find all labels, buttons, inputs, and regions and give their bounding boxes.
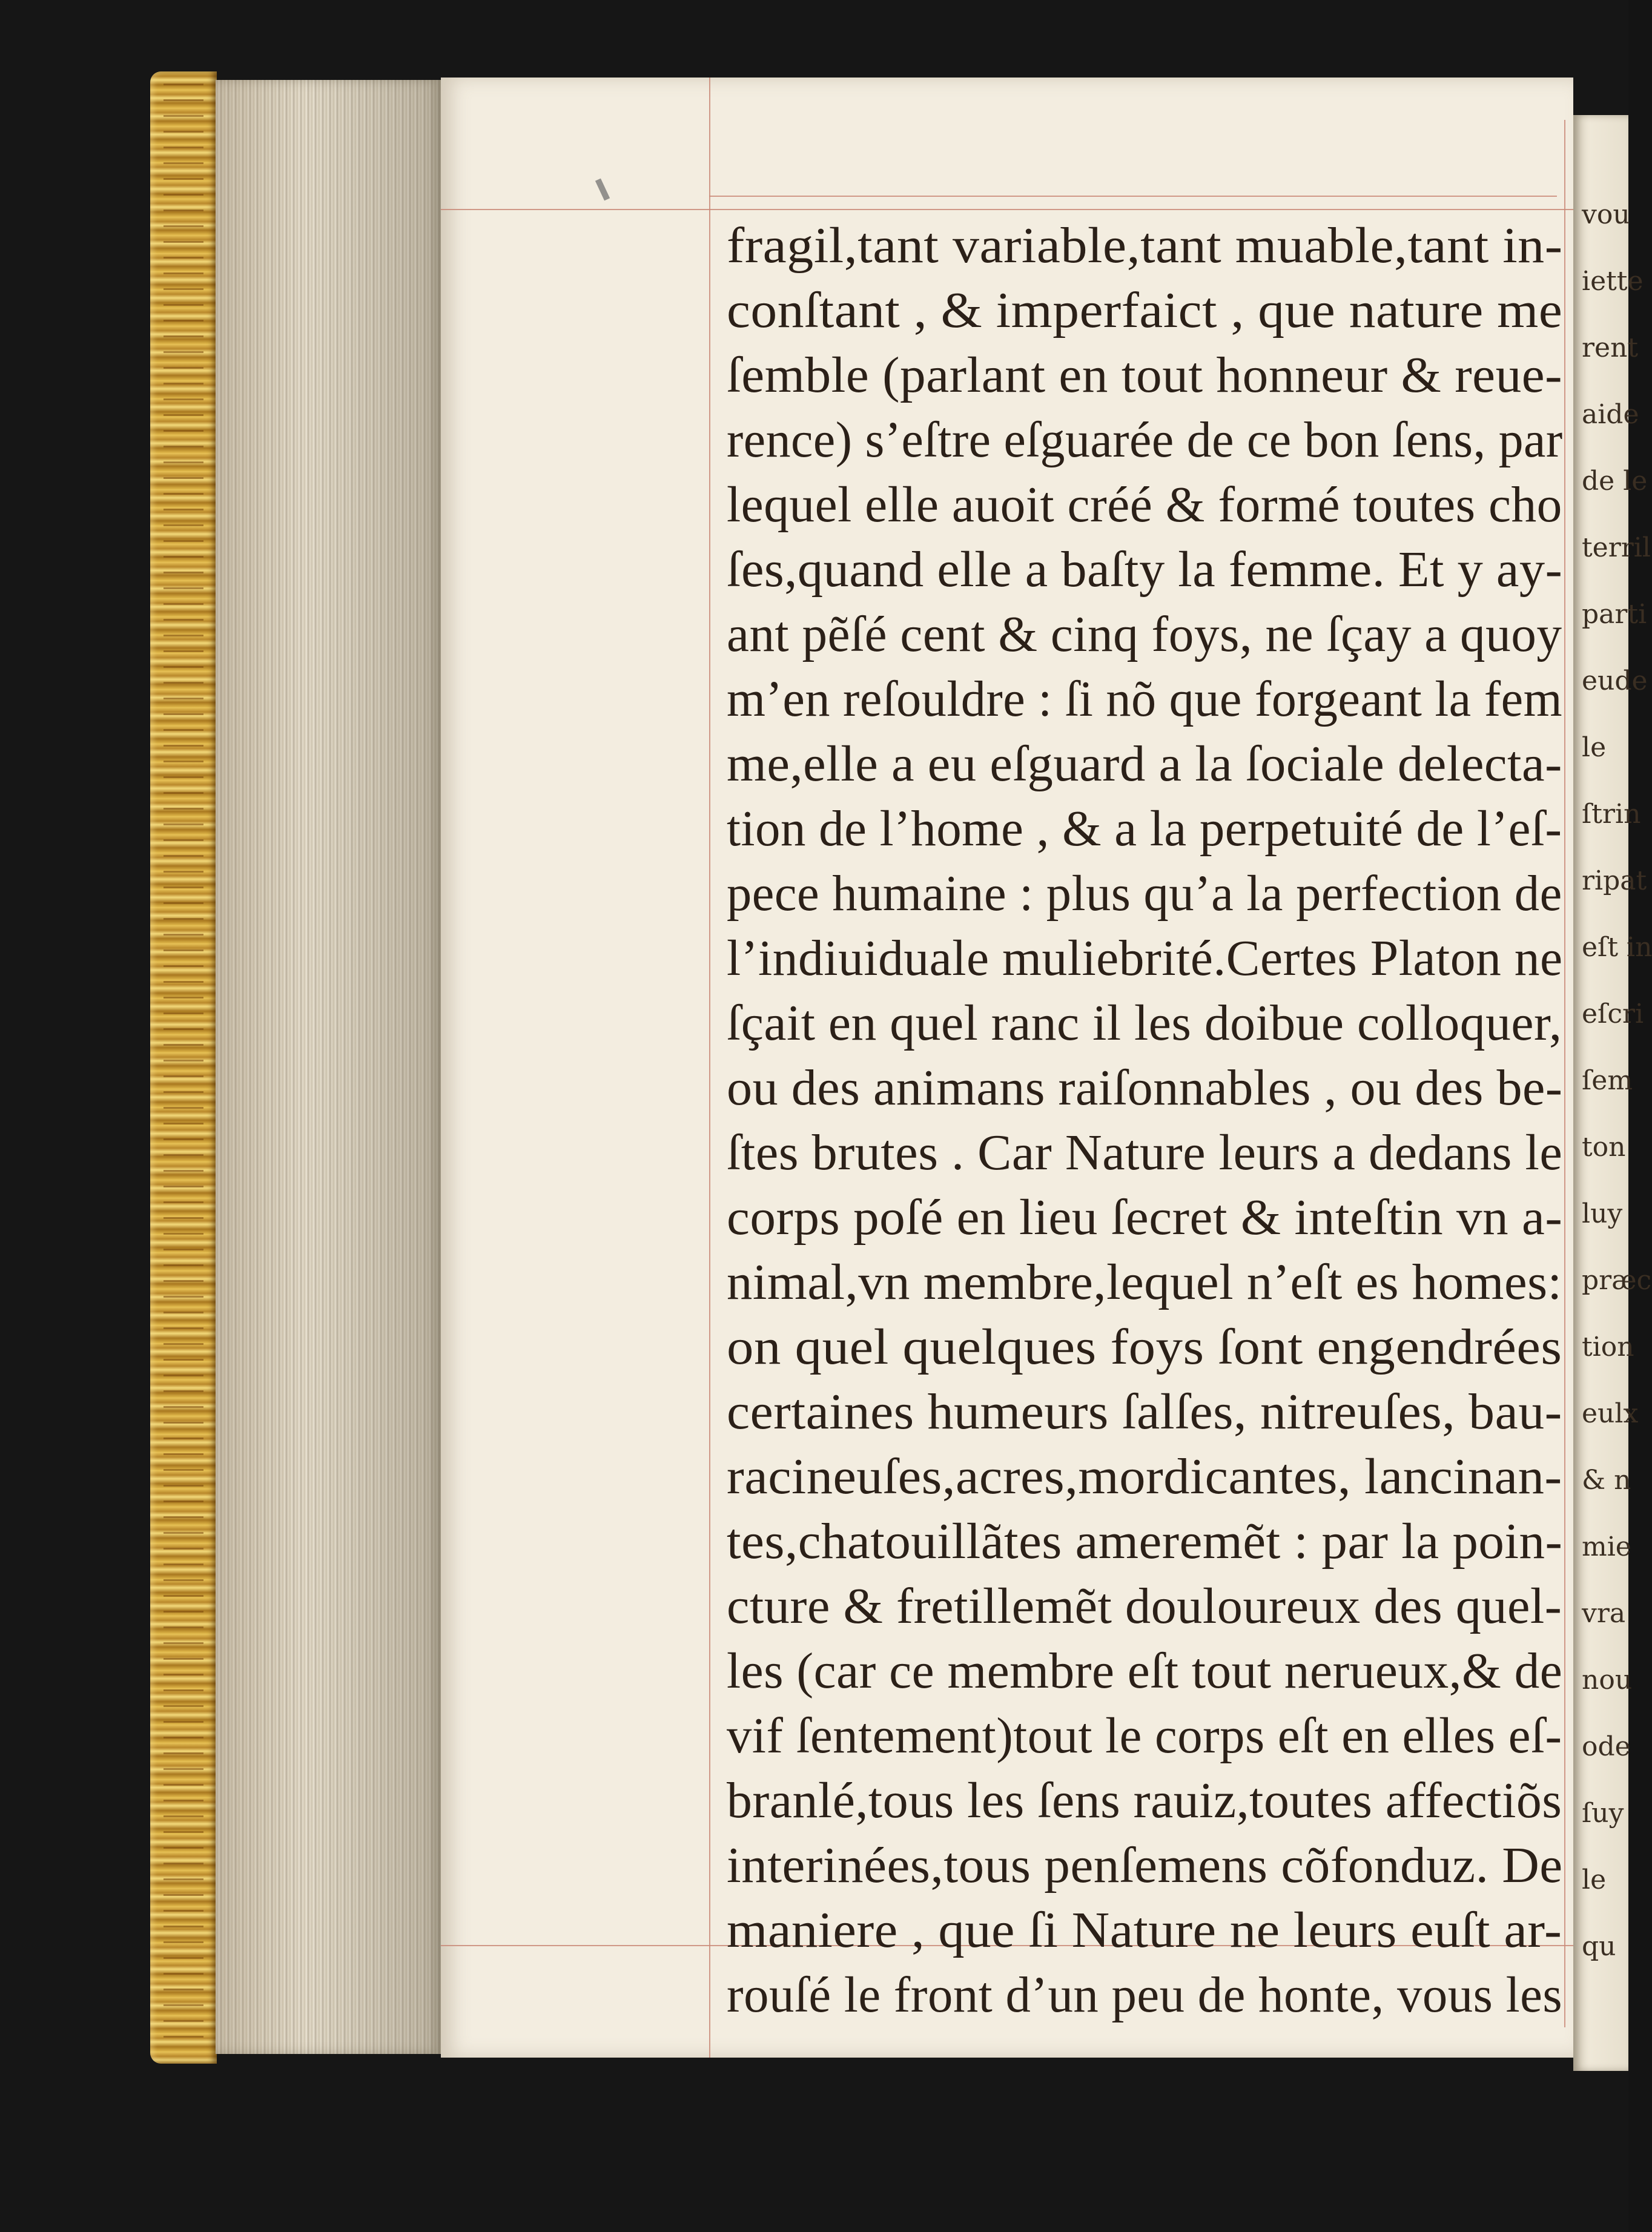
text-line: rouſé le front d’un peu de honte, vous les	[727, 1967, 1563, 2023]
text-line: tes,chatouillãtes ameremẽt : par la poin-	[727, 1513, 1563, 1570]
text-line: les (car ce membre eſt tout nerueux,& de	[727, 1643, 1563, 1699]
text-line: interinées,tous penſemens cõfonduz. De	[727, 1837, 1563, 1894]
facing-fragment: parti	[1582, 599, 1647, 630]
text-line: ou des animans raiſonnables , ou des be-	[727, 1060, 1563, 1116]
facing-fragment: ſem	[1582, 1065, 1633, 1096]
facing-fragment: tion	[1582, 1332, 1634, 1362]
facing-fragment: eſt in	[1582, 932, 1652, 963]
text-line: lequel elle auoit créé & formé toutes cho	[727, 477, 1562, 533]
text-line: ſçait en quel ranc il les doibue colloquer,	[727, 995, 1562, 1051]
facing-fragment: eulx	[1582, 1398, 1639, 1429]
text-line: ſemble (parlant en tout honneur & reue-	[727, 347, 1563, 403]
facing-fragment: ripat	[1582, 865, 1647, 896]
text-line: corps poſé en lieu ſecret & inteſtin vn a-	[727, 1189, 1563, 1246]
text-line: branlé,tous les ſens rauiz,toutes affectiõs	[727, 1772, 1562, 1829]
facing-fragment: qu	[1582, 1931, 1616, 1962]
facing-fragment: vou	[1582, 199, 1630, 230]
text-line: on quel quelques foys ſont engendrées	[727, 1319, 1562, 1375]
facing-fragment: ſtrin	[1582, 799, 1641, 830]
text-line: certaines humeurs ſalſes, nitreuſes, bau-	[727, 1384, 1562, 1440]
facing-fragment: ode	[1582, 1731, 1631, 1762]
text-line: rence) s’eſtre eſguarée de ce bon ſens, par	[727, 412, 1563, 468]
text-line: conſtant , & imperfaict , que nature me	[727, 282, 1563, 338]
facing-fragment: ſuy	[1582, 1798, 1624, 1829]
text-line: me,elle a eu eſguard a la ſociale delecta-	[727, 736, 1562, 792]
text-line: l’indiuiduale muliebrité.Certes Platon ne	[727, 930, 1563, 986]
ruling-line-top-inner	[709, 196, 1557, 197]
facing-fragment: rent	[1582, 332, 1639, 363]
page-text-block	[727, 213, 1587, 2027]
text-line: vif ſentement)tout le corps eſt en elles eſ-	[727, 1708, 1562, 1764]
text-line: m’en reſouldre : ſi nõ que forgeant la fem	[727, 671, 1563, 727]
gilt-binding-edge	[150, 71, 217, 2064]
ruling-line-top-outer	[441, 209, 1573, 210]
text-line: nimal,vn membre,lequel n’eſt es homes:	[727, 1254, 1562, 1310]
facing-fragment: nou	[1582, 1665, 1633, 1695]
facing-fragment: vra	[1582, 1598, 1626, 1629]
facing-page-text	[1582, 182, 1652, 1980]
text-line: ant pẽſé cent & cinq foys, ne ſçay a quoy	[727, 606, 1562, 662]
page-edges	[216, 80, 441, 2054]
facing-fragment: eude	[1582, 665, 1648, 696]
text-line: tion de l’home , & a la perpetuité de l’eſ-	[727, 801, 1562, 857]
facing-fragment: aide	[1582, 399, 1639, 430]
text-line: pece humaine : plus qu’a la perfection de	[727, 865, 1562, 922]
text-line: racineuſes,acres,mordicantes, lancinan-	[727, 1448, 1562, 1505]
facing-fragment: iette	[1582, 266, 1644, 297]
facing-fragment: terril	[1582, 532, 1651, 563]
facing-fragment: & n	[1582, 1465, 1631, 1496]
text-line: maniere , que ſi Nature ne leurs euſt ar-	[727, 1902, 1562, 1958]
facing-fragment: de le	[1582, 466, 1648, 497]
text-line: ſtes brutes . Car Nature leurs a dedans le	[727, 1124, 1563, 1181]
ruling-line-left	[709, 78, 710, 2058]
facing-fragment: le	[1582, 732, 1607, 763]
facing-fragment: mie	[1582, 1531, 1631, 1562]
text-line: cture & fretillemẽt douloureux des quel-	[727, 1578, 1562, 1634]
facing-fragment: ton	[1582, 1132, 1626, 1163]
facing-fragment: eſcri	[1582, 999, 1644, 1029]
facing-fragment: le	[1582, 1864, 1607, 1895]
facing-fragment: præc	[1582, 1265, 1652, 1296]
text-line: ſes,quand elle a baſty la femme. Et y ay-	[727, 541, 1563, 598]
text-line: fragil,tant variable,tant muable,tant in-	[727, 217, 1563, 274]
facing-fragment: luy	[1582, 1198, 1623, 1229]
